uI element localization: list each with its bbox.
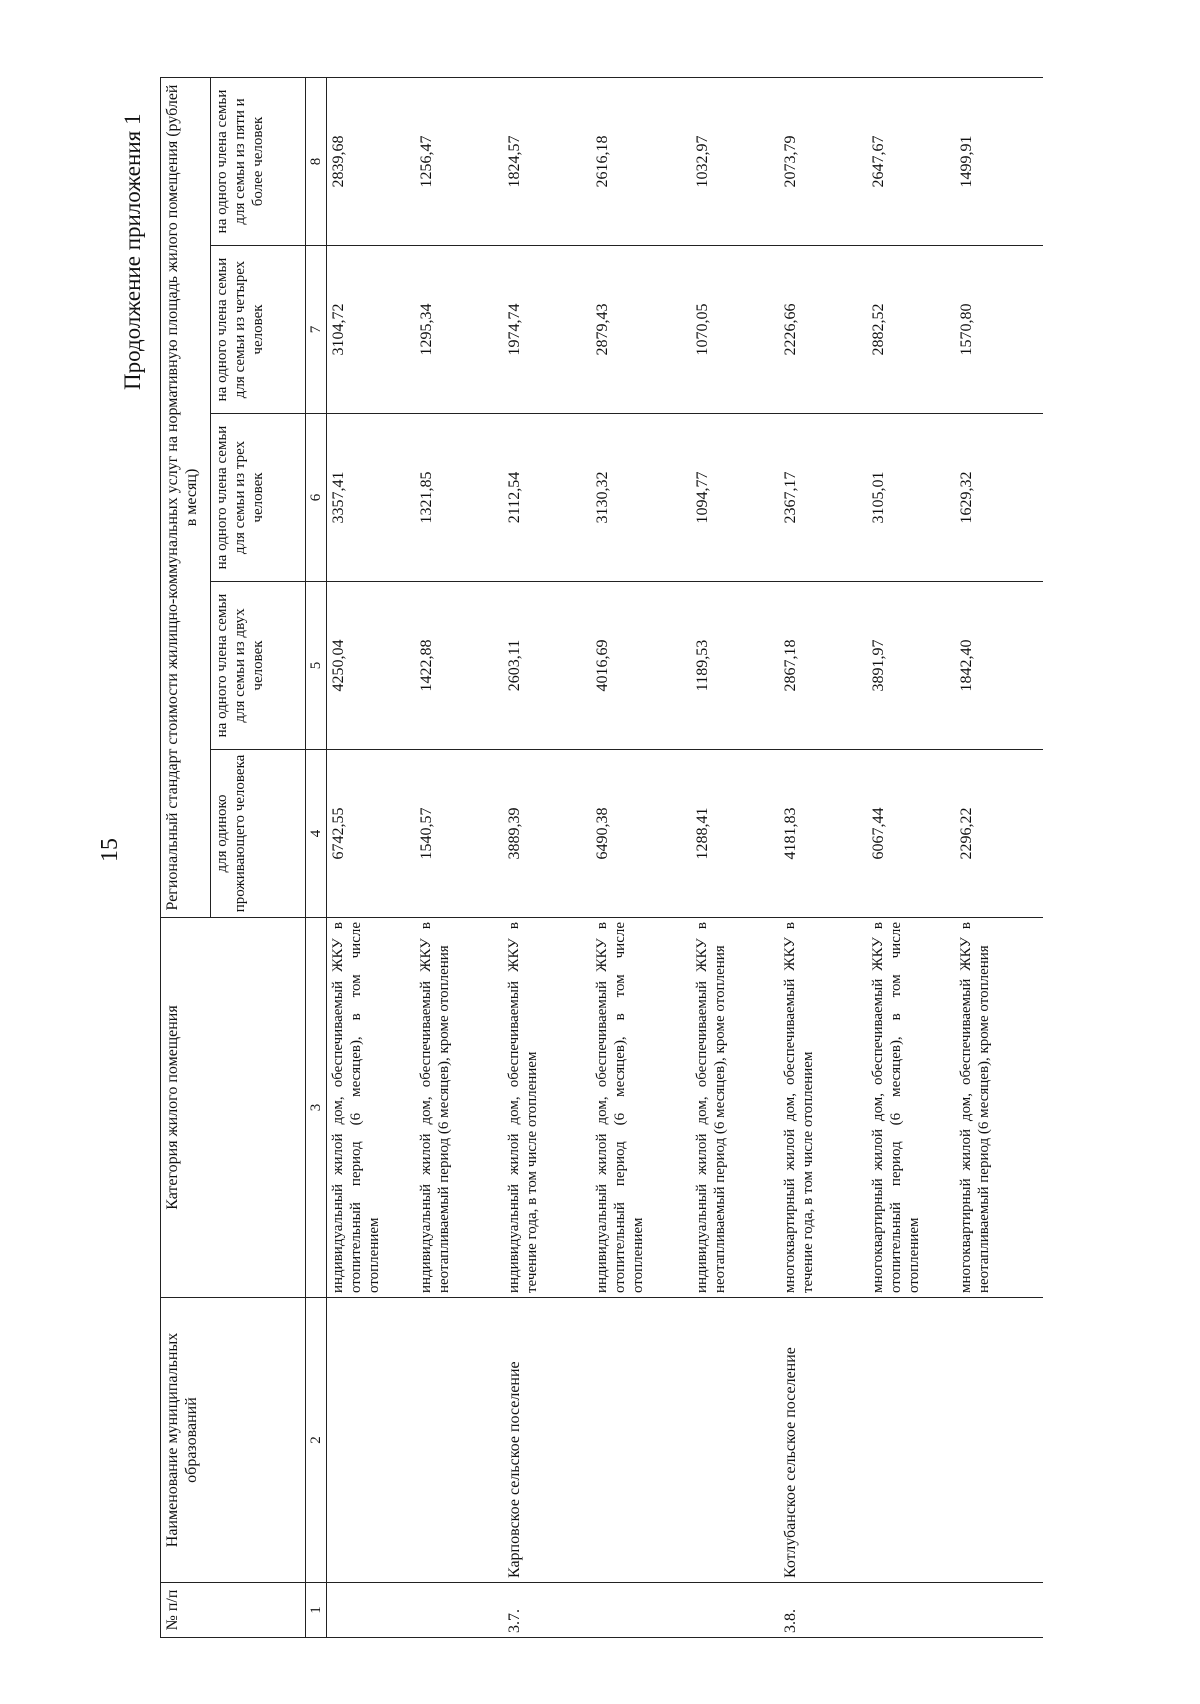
value-cell: 2603,11 [503,582,591,750]
row-number [327,1583,415,1638]
category-text: многоквартирный жилой дом, обеспечиваемый ЖКУ в отопительный период (6 месяцев), в том числе отоплением [867,918,955,1298]
row-number [691,1583,779,1638]
municipality-name [327,1298,415,1583]
value-cell: 2616,18 [591,77,691,245]
category-text: индивидуальный жилой дом, обеспечиваемый ЖКУ в неотапливаемый период (6 месяцев), кроме отопления [415,918,503,1298]
row-number [955,1583,1043,1638]
header-number: № п/п [161,1583,306,1638]
value-cell: 4250,04 [327,582,415,750]
municipality-name [691,1298,779,1583]
value-cell: 1070,05 [691,246,779,414]
value-cell: 3357,41 [327,414,415,582]
row-number: 3.8. [779,1583,867,1638]
value-cell: 3891,97 [867,582,955,750]
value-cell: 3889,39 [503,750,591,918]
col-number: 7 [306,246,327,414]
table-row [955,77,1043,1637]
value-cell: 1422,88 [415,582,503,750]
col-number: 4 [306,750,327,918]
col-number: 2 [306,1298,327,1583]
value-cell: 1499,91 [955,77,1043,245]
municipality-name [591,1298,691,1583]
col-number: 5 [306,582,327,750]
col-number: 3 [306,918,327,1298]
value-cell: 2226,66 [779,246,867,414]
value-cell: 3130,32 [591,414,691,582]
category-text: многоквартирный жилой дом, обеспечиваемый ЖКУ в неотапливаемый период (6 месяцев), кроме отопления [955,918,1043,1298]
value-cell: 2112,54 [503,414,591,582]
category-text: индивидуальный жилой дом, обеспечиваемый ЖКУ в отопительный период (6 месяцев), в том числе отоплением [591,918,691,1298]
header-regional-standard: Региональный стандарт стоимости жилищно-коммунальных услуг на нормативную площадь жилого помещения (рублей в месяц) [161,77,211,917]
category-text: индивидуальный жилой дом, обеспечиваемый ЖКУ в отопительный период (6 месяцев), в том числе отоплением [327,918,415,1298]
municipality-name [955,1298,1043,1583]
table-row [691,77,779,1637]
table-row [327,77,415,1637]
value-cell: 3105,01 [867,414,955,582]
value-cell: 2879,43 [591,246,691,414]
value-cell: 1974,74 [503,246,591,414]
header-municipality: Наименование муниципальных образований [161,1298,306,1583]
row-number: 3.7. [503,1583,591,1638]
value-cell: 6067,44 [867,750,955,918]
value-cell: 1824,57 [503,77,591,245]
value-cell: 2647,67 [867,77,955,245]
header-single: для одиноко проживающего человека [211,750,306,918]
municipality-name [415,1298,503,1583]
value-cell: 2367,17 [779,414,867,582]
row-number [591,1583,691,1638]
value-cell: 2867,18 [779,582,867,750]
value-cell: 1321,85 [415,414,503,582]
header-category: Категория жилого помещения [161,918,306,1298]
table-row [779,77,867,1637]
page-number: 15 [97,838,123,862]
value-cell: 1570,80 [955,246,1043,414]
category-text: индивидуальный жилой дом, обеспечиваемый ЖКУ в неотапливаемый период (6 месяцев), кроме отопления [691,918,779,1298]
row-number [867,1583,955,1638]
standards-table [160,77,1043,1638]
value-cell: 3104,72 [327,246,415,414]
value-cell: 6490,38 [591,750,691,918]
municipality-name: Котлубанское сельское поселение [779,1298,867,1583]
category-text: индивидуальный жилой дом, обеспечиваемый ЖКУ в течение года, в том числе отоплением [503,918,591,1298]
header-family-two: на одного члена семьи для семьи из двух человек [211,582,306,750]
value-cell: 2296,22 [955,750,1043,918]
value-cell: 1189,53 [691,582,779,750]
value-cell: 1629,32 [955,414,1043,582]
value-cell: 6742,55 [327,750,415,918]
value-cell: 1288,41 [691,750,779,918]
municipality-name: Карповское сельское поселение [503,1298,591,1583]
header-family-four: на одного члена семьи для семьи из четырех человек [211,246,306,414]
rotated-table-wrapper [160,78,1140,1638]
table-row [415,77,503,1637]
table-row [503,77,591,1637]
value-cell: 4016,69 [591,582,691,750]
value-cell: 1256,47 [415,77,503,245]
value-cell: 1032,97 [691,77,779,245]
category-text: многоквартирный жилой дом, обеспечиваемый ЖКУ в течение года, в том числе отоплением [779,918,867,1298]
col-number: 8 [306,77,327,245]
municipality-name [867,1298,955,1583]
value-cell: 1295,34 [415,246,503,414]
header-family-three: на одного члена семьи для семьи из трех человек [211,414,306,582]
continuation-label: Продолжение приложения 1 [120,113,145,390]
value-cell: 2882,52 [867,246,955,414]
row-number [415,1583,503,1638]
value-cell: 1540,57 [415,750,503,918]
table-row [591,77,691,1637]
value-cell: 4181,83 [779,750,867,918]
value-cell: 1094,77 [691,414,779,582]
header-family-five: на одного члена семьи для семьи из пяти и более человек [211,77,306,245]
value-cell: 2073,79 [779,77,867,245]
col-number: 1 [306,1583,327,1638]
value-cell: 1842,40 [955,582,1043,750]
col-number: 6 [306,414,327,582]
table-row [867,77,955,1637]
value-cell: 2839,68 [327,77,415,245]
